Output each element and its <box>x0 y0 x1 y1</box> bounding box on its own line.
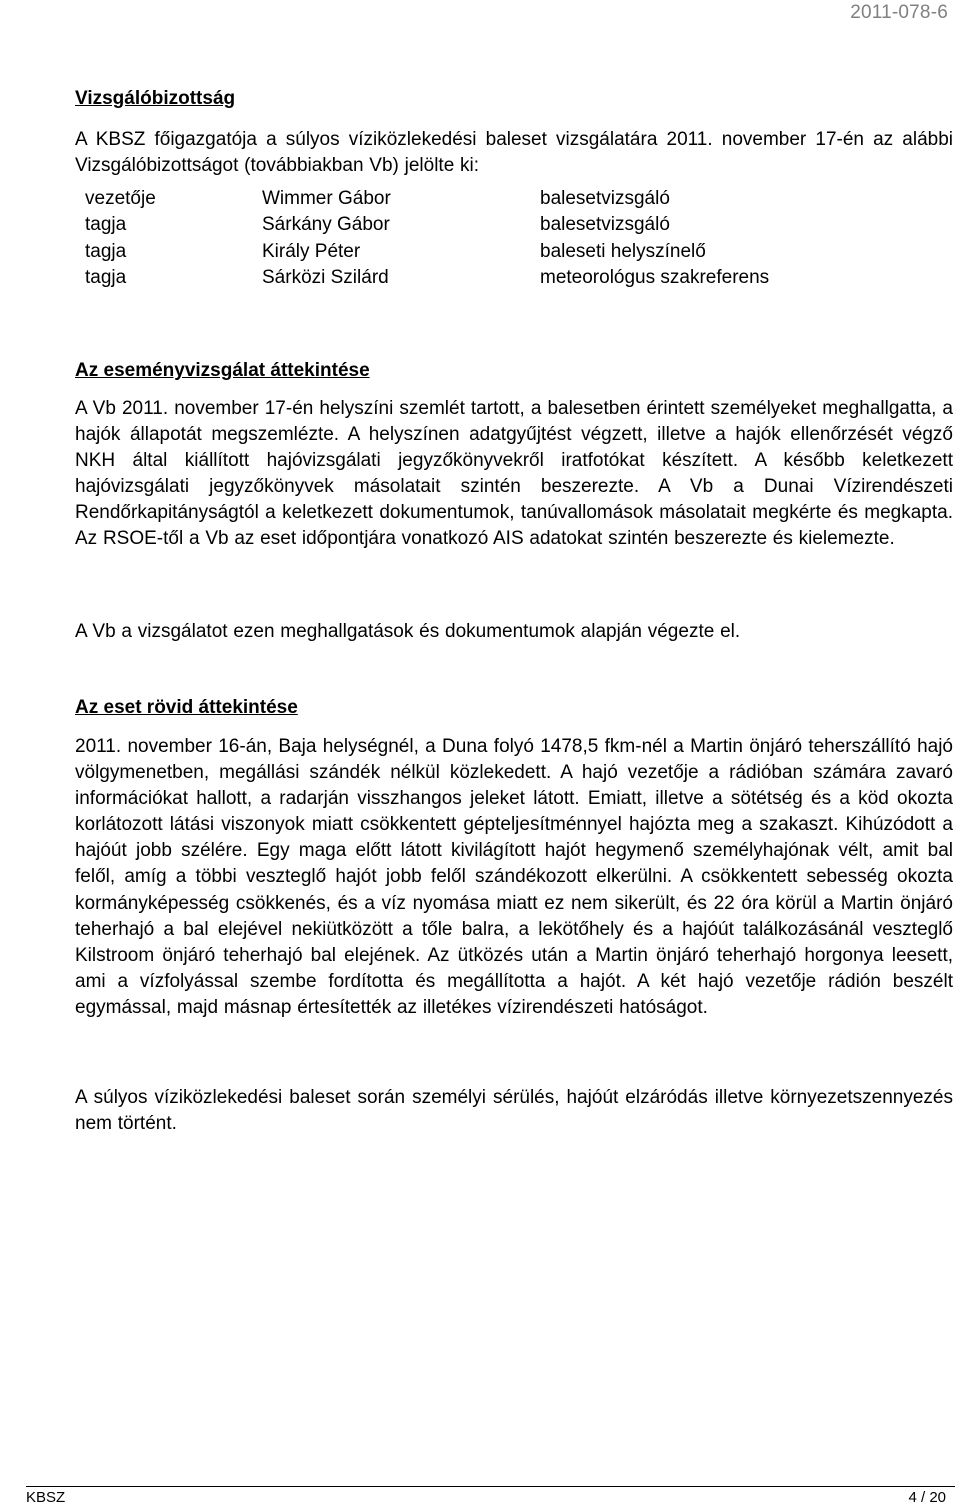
footer-organization: KBSZ <box>26 1489 66 1506</box>
member-role: tagja <box>85 266 127 288</box>
incident-consequences-paragraph: A súlyos víziközlekedési baleset során személyi sérülés, hajóút elzáródás illetve környezetszennyezés nem történt. <box>75 1087 953 1135</box>
incident-summary-paragraph: 2011. november 16-án, Baja helységnél, a Duna folyó 1478,5 fkm-nél a Martin önjáró teherszállító hajó völgymenetben, megállási szándék nélkül közlekedett. A hajó vezetője a rádióban számára zavaró információkat hallott, a radarján visszhangos jeleket látott. Emiatt, illetve a sötétség és a köd okozta korlátozott látási viszonyok miatt csökkentett gépteljesítménnyel hajózta meg a szakaszt. Kihúzódott a hajóút jobb szélére. Egy maga előtt látott kivilágított hajót hegymenő személyhajónak vélt, amit bal felől, amíg a többi veszteglő hajót jobb felől szándékozott elkerülni. A csökkentett sebesség okozta kormányképesség csökkenés, és a víz nyomása miatt ez nem sikerült, és 22 óra körül a Martin önjáró teherhajó a bal elejével nekiütközött a tőle balra, a lekötőhely és a hajóút találkozásánál veszteglő Kilstroom önjáró teherhajó bal elejének. Az ütközés után a Martin önjáró teherhajó horgonya leesett, ami a vízfolyással szembe fordította és megállította a hajót. A két hajó vezetője rádión beszélt egymással, majd másnap értesítették az illetékes vízirendészeti hatóságot. <box>75 736 953 1018</box>
member-role: vezetője <box>85 188 156 209</box>
table-row <box>85 267 769 293</box>
section-title-incident-summary: Az eset rövid áttekintése <box>75 697 298 718</box>
committee-intro-paragraph: A KBSZ főigazgatója a súlyos víziközlekedési baleset vizsgálatára 2011. november 17-én az alábbi Vizsgálóbizottságot (továbbiakban Vb) jelölte ki: <box>75 129 953 177</box>
member-role: tagja <box>85 214 127 236</box>
member-function: meteorológus szakreferens <box>540 266 770 288</box>
member-role: tagja <box>85 240 127 262</box>
investigation-conclusion-paragraph: A Vb a vizsgálatot ezen meghallgatások és dokumentumok alapján végezte el. <box>75 621 741 642</box>
investigation-paragraph: A Vb 2011. november 17-én helyszíni szemlét tartott, a balesetben érintett személyeket meghallgatta, a hajók állapotát megszemlézte. A helyszínen adatgyűjtést végzett, illetve a hajók ellenőrzését végző NKH által kiállított hajóvizsgálati jegyzőkönyvekről iratfotókat készített. A később keletkezett hajóvizsgálati jegyzőkönyvek másolatait szintén beszerezte. A Vb a Dunai Vízirendészeti Rendőrkapitányságtól a keletkezett dokumentumok, tanúvallomások másolatait megkérte és megkapta. Az RSOE-től a Vb az eset időpontjára vonatkozó AIS adatokat szintén beszerezte és kielemezte. <box>75 398 953 550</box>
member-function: balesetvizsgáló <box>540 188 670 209</box>
member-name: Wimmer Gábor <box>262 188 391 209</box>
member-function: baleseti helyszínelő <box>540 240 706 262</box>
member-name: Sárkány Gábor <box>262 214 390 236</box>
footer-divider <box>26 1486 955 1487</box>
table-row <box>85 188 769 214</box>
committee-members-table <box>85 188 769 293</box>
member-name: Király Péter <box>262 240 361 262</box>
table-row <box>85 214 769 240</box>
member-name: Sárközi Szilárd <box>262 266 389 288</box>
member-function: balesetvizsgáló <box>540 214 670 236</box>
page-number: 4 / 20 <box>908 1489 946 1506</box>
section-title-committee: Vizsgálóbizottság <box>75 88 236 109</box>
document-id: 2011-078-6 <box>850 2 948 23</box>
table-row <box>85 241 769 267</box>
section-title-investigation-overview: Az eseményvizsgálat áttekintése <box>75 360 370 381</box>
